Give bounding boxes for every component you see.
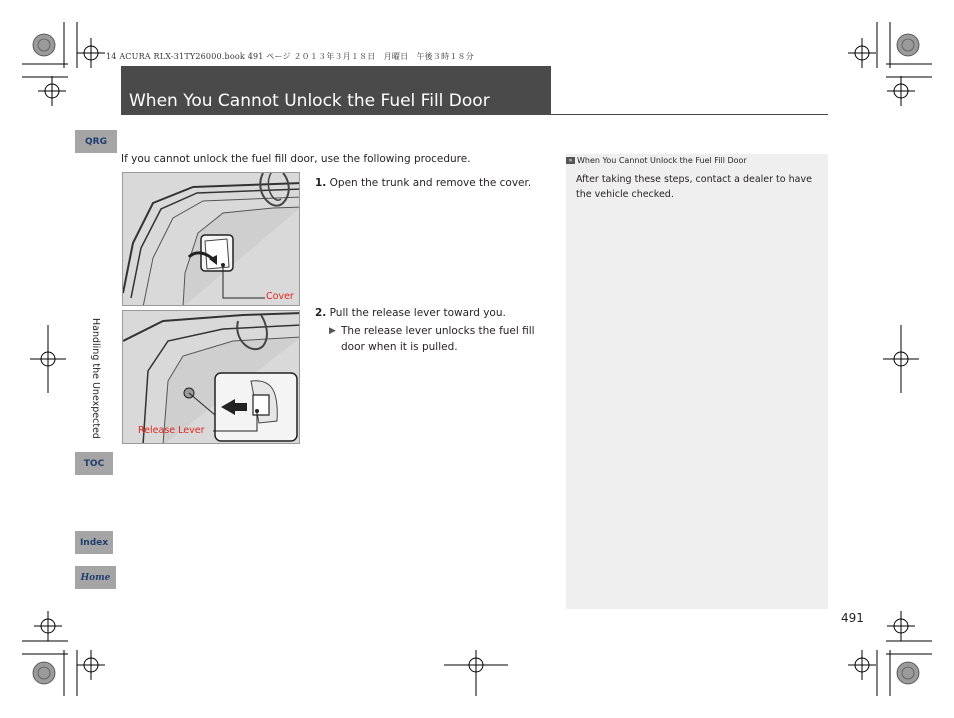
print-header: 14 ACURA RLX-31TY26000.book 491 ページ ２０１３年３月１８日 月曜日 午後３時１８分 [106, 52, 474, 61]
step-2 [315, 307, 506, 319]
toc-button[interactable]: TOC [75, 452, 113, 475]
sidebar-note [566, 154, 828, 609]
triangle-bullet-icon: ▶ [329, 326, 336, 336]
trunk-cover-figure [122, 172, 300, 306]
step-1-text: Open the trunk and remove the cover. [329, 177, 532, 189]
step-2-text: Pull the release lever toward you. [329, 307, 506, 319]
reference-icon: » [566, 157, 575, 164]
sidebar-title-text: When You Cannot Unlock the Fuel Fill Door [577, 156, 747, 165]
step-2-note-text: The release lever unlocks the fuel fill door when it is pulled. [341, 325, 535, 353]
release-lever-callout: Release Lever [138, 425, 205, 436]
step-1 [315, 177, 531, 189]
step-2-note [329, 323, 559, 355]
title-bar [121, 66, 551, 115]
index-button[interactable]: Index [75, 531, 113, 554]
title-rule [121, 114, 828, 115]
intro-text: If you cannot unlock the fuel fill door, use the following procedure. [121, 153, 471, 165]
release-lever-figure [122, 310, 300, 444]
home-button[interactable]: Home [75, 566, 116, 589]
page-title: When You Cannot Unlock the Fuel Fill Door [129, 91, 490, 111]
step-2-number: 2. [315, 307, 327, 319]
cover-callout: Cover [266, 291, 294, 302]
section-side-label: Handling the Unexpected [90, 318, 101, 439]
sidebar-body: After taking these steps, contact a dealer to have the vehicle checked. [576, 174, 812, 200]
trunk-cover-illustration [123, 173, 300, 306]
page-number: 491 [841, 611, 864, 625]
sidebar-title [566, 156, 747, 165]
step-1-number: 1. [315, 177, 327, 189]
qrg-button[interactable]: QRG [75, 130, 117, 153]
